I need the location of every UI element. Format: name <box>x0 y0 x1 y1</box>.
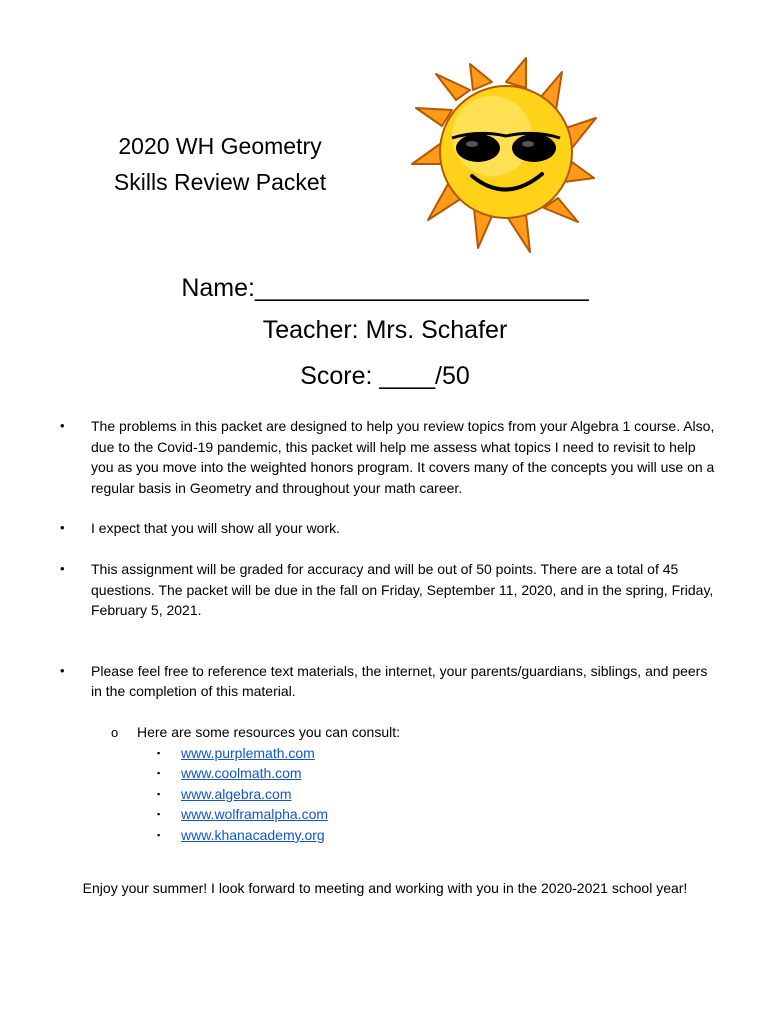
list-item <box>157 825 720 846</box>
instructions-list <box>60 416 720 846</box>
square-bullet-icon: ▪ <box>157 809 161 820</box>
link-wolframalpha[interactable]: www.wolframalpha.com <box>181 806 329 823</box>
score-label: Score: ____/50 <box>300 362 470 390</box>
title-line-2: Skills Review Packet <box>113 169 327 195</box>
closing-message: Enjoy your summer! I look forward to meeting and working with you in the 2020-2021 school year! <box>82 880 688 896</box>
name-field-label: Name:________________________ <box>181 274 589 302</box>
resource-links-list <box>157 743 720 846</box>
link-purplemath[interactable]: www.purplemath.com <box>181 744 315 761</box>
bullet-text: I expect that you will show all your work. <box>91 520 340 537</box>
resources-intro-text: Here are some resources you can consult: <box>137 723 401 740</box>
list-item <box>157 804 720 825</box>
square-bullet-icon: ▪ <box>157 829 161 840</box>
link-khanacademy[interactable]: www.khanacademy.org <box>181 826 325 843</box>
list-item <box>60 661 720 702</box>
list-item <box>157 743 720 764</box>
sub-bullet-icon: o <box>111 724 119 740</box>
bullet-text: Please feel free to reference text materials, the internet, your parents/guardians, siblings, and peers in the completion of this material. <box>91 662 708 700</box>
link-algebra[interactable]: www.algebra.com <box>181 785 292 802</box>
title-line-1: 2020 WH Geometry <box>118 133 322 159</box>
square-bullet-icon: ▪ <box>157 788 161 799</box>
square-bullet-icon: ▪ <box>157 768 161 779</box>
list-item <box>60 559 720 621</box>
teacher-label: Teacher: Mrs. Schafer <box>262 316 508 344</box>
bullet-text: The problems in this packet are designed to help you review topics from your Algebra 1 course. Also, due to the Covid-19 pandemic, this packet will help me assess what topics I need to revisit to help you as you move into the weighted honors program. It covers many of the concepts you will use on a regular basis in Geometry and throughout your math career. <box>91 418 715 496</box>
bullet-icon: • <box>60 560 65 576</box>
list-item <box>157 763 720 784</box>
square-bullet-icon: ▪ <box>157 747 161 758</box>
link-coolmath[interactable]: www.coolmath.com <box>181 765 302 782</box>
resources-intro-item <box>109 722 720 743</box>
packet-title <box>100 128 340 200</box>
list-item <box>157 784 720 805</box>
bullet-text: This assignment will be graded for accuracy and will be out of 50 points. There are a total of 45 questions. The packet will be due in the fall on Friday, September 11, 2020, and in the spring, Friday, February 5, 2021. <box>91 560 714 619</box>
list-item <box>60 416 720 498</box>
list-item <box>60 518 720 539</box>
sun-with-sunglasses-icon <box>408 52 598 257</box>
bullet-icon: • <box>60 520 65 536</box>
bullet-icon: • <box>60 662 65 678</box>
bullet-icon: • <box>60 418 65 433</box>
